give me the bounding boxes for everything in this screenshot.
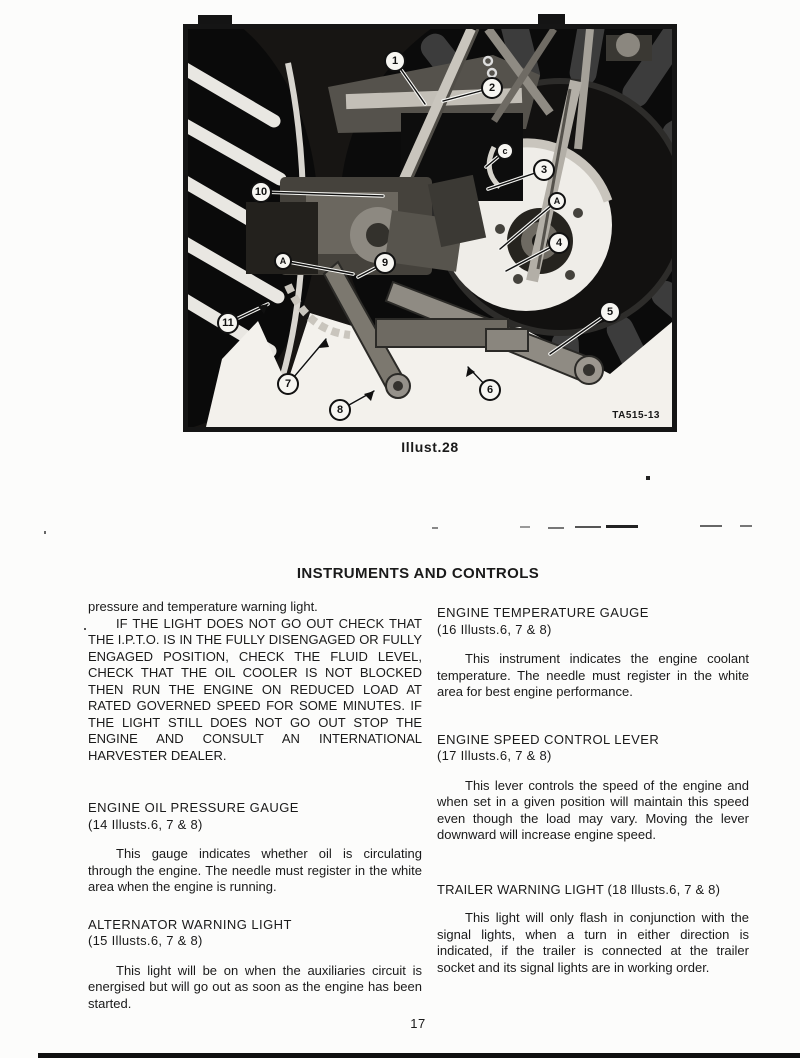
callout-a-right: A <box>548 192 566 210</box>
body-engine-speed-control-lever: This lever controls the speed of the engine and when set in a given position will maintain this speed even though the load may vary. Moving the lever downward will increase engine speed. <box>437 777 749 842</box>
photo-art <box>188 29 672 427</box>
continuation-line: pressure and temperature warning light. <box>88 599 318 614</box>
scan-artifact-dash <box>432 527 438 529</box>
scan-artifact-dash <box>520 526 530 528</box>
callout-4: 4 <box>548 232 570 254</box>
page-number: 17 <box>410 1016 426 1031</box>
scan-artifact-dot <box>44 531 46 534</box>
body-engine-oil-pressure-gauge: This gauge indicates whether oil is circulating through the engine. The needle must register in the white area when the engine is running. <box>88 846 422 894</box>
scan-artifact-dash <box>700 525 722 527</box>
callout-a-left: A <box>274 252 292 270</box>
scan-artifact-dash <box>740 525 752 527</box>
callout-3: 3 <box>533 159 555 181</box>
body-engine-temperature-gauge: This instrument indicates the engine coolant temperature. The needle must register in the white area for best engine performance. <box>437 651 749 699</box>
body-trailer-warning-light: This light will only flash in conjunction with the signal lights, when a turn in either direction is indicated, if the trailer is connected at the trailer socket and its signal lights are in working order. <box>437 910 749 975</box>
callout-6: 6 <box>479 379 501 401</box>
scan-artifact-dot <box>84 628 86 630</box>
scan-edge-bar <box>38 1053 800 1058</box>
callout-2: 2 <box>481 77 503 99</box>
heading-engine-oil-pressure-gauge: ENGINE OIL PRESSURE GAUGE <box>88 800 299 815</box>
subheading-engine-oil-pressure-gauge: (14 Illusts.6, 7 & 8) <box>88 816 203 832</box>
heading-alternator-warning-light: ALTERNATOR WARNING LIGHT <box>88 916 292 932</box>
heading-engine-temperature-gauge: ENGINE TEMPERATURE GAUGE <box>437 605 649 620</box>
subheading-engine-speed-control-lever: (17 Illusts.6, 7 & 8) <box>437 748 552 763</box>
scan-artifact-dash <box>548 527 564 529</box>
section-title: INSTRUMENTS AND CONTROLS <box>296 565 540 582</box>
callout-11: 11 <box>217 312 239 334</box>
warning-paragraph: IF THE LIGHT DOES NOT GO OUT CHECK THAT THE I.P.T.O. IS IN THE FULLY DISENGAGED OR FULLY ENGAGED POSITION, CHECK THE FLUID LEVEL, CHECK THAT THE OIL COOLER IS NOT BLOCKED THEN RUN THE ENGINE ON REDUCED LOAD AT RATED GOVERNED SPEED FOR SOME MINUTES. IF THE LIGHT STILL DOES NOT GO OUT STOP THE ENGINE AND CONSULT AN INTERNATIONAL HARVESTER DEALER. <box>88 615 422 763</box>
callout-5: 5 <box>599 301 621 323</box>
callout-9: 9 <box>374 252 396 274</box>
body-alternator-warning-light: This light will be on when the auxiliaries circuit is energised but will go out as soon as the engine has been started. <box>88 962 422 1011</box>
photo-reference-code: TA515-13 <box>612 410 660 421</box>
right-column <box>437 605 749 976</box>
linkage-photo <box>183 24 677 432</box>
heading-engine-speed-control-lever: ENGINE SPEED CONTROL LEVER <box>437 731 660 747</box>
illustration-caption: Illust.28 <box>401 439 459 455</box>
callout-10: 10 <box>250 181 272 203</box>
left-column <box>88 599 422 1012</box>
callout-c: c <box>496 142 514 160</box>
callout-1: 1 <box>384 50 406 72</box>
heading-trailer-warning-light: TRAILER WARNING LIGHT (18 Illusts.6, 7 & 8) <box>437 881 721 897</box>
subheading-engine-temperature-gauge: (16 Illusts.6, 7 & 8) <box>437 621 552 637</box>
scan-artifact-dot <box>646 476 650 480</box>
subheading-alternator-warning-light: (15 Illusts.6, 7 & 8) <box>88 933 203 948</box>
callout-8: 8 <box>329 399 351 421</box>
callout-7: 7 <box>277 373 299 395</box>
scan-artifact-dash <box>575 526 601 528</box>
scan-artifact-dash <box>606 525 638 528</box>
